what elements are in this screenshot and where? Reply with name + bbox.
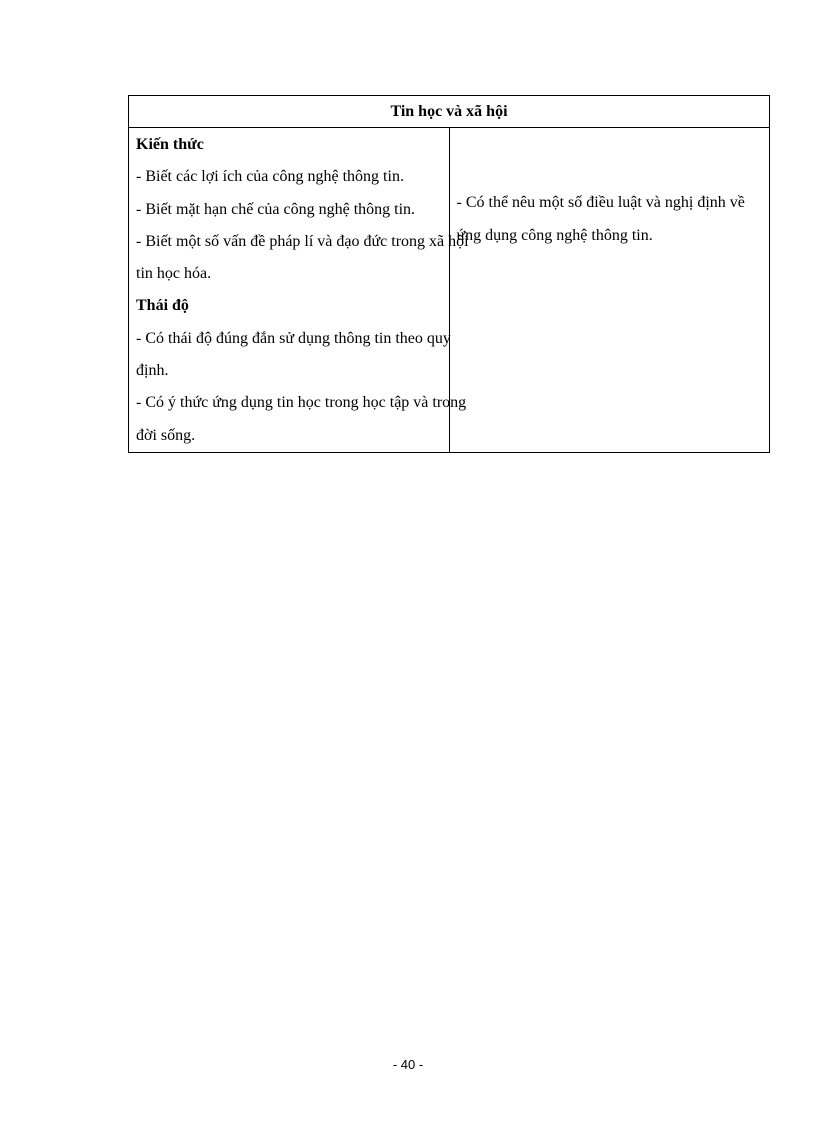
left-line-0: Kiến thức [136, 136, 204, 153]
table-content-row [129, 128, 770, 453]
content-table [128, 95, 770, 453]
knowledge-attitude-cell [129, 128, 469, 453]
skills-cell [449, 128, 770, 453]
table-header-row [129, 96, 770, 128]
skills-text: - Có thể nêu một số điều luật và nghị định về ứng dụng công nghệ thông tin. [456, 194, 745, 244]
left-line-2: - Biết mặt hạn chế của công nghệ thông tin. [136, 200, 416, 218]
left-line-4: tin học hóa. [136, 265, 212, 283]
page-number: - 40 - [392, 1057, 424, 1072]
left-line-8: - Có ý thức ứng dụng tin học trong học tập và trong [136, 394, 467, 412]
table-title: Tin học và xã hội [129, 96, 770, 128]
left-line-1: - Biết các lợi ích của công nghệ thông tin. [136, 168, 404, 186]
left-line-5: Thái độ [136, 297, 189, 315]
left-line-9: đời sống. [136, 426, 196, 444]
left-line-6: - Có thái độ đúng đắn sử dụng thông tin theo quy [136, 329, 451, 347]
left-line-7: định. [136, 362, 169, 380]
left-line-3: - Biết một số vấn đề pháp lí và đạo đức trong xã hội [136, 232, 469, 250]
